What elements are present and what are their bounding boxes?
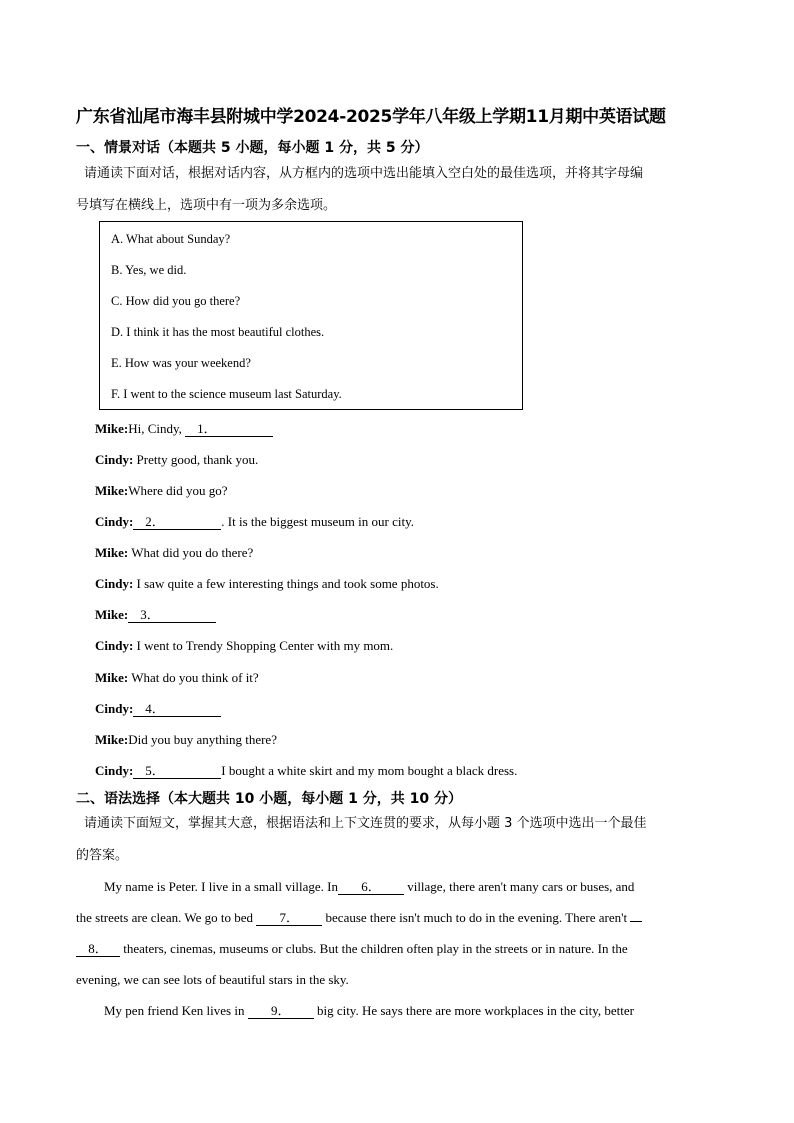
- section2-instruction-line2: 的答案。: [76, 848, 129, 863]
- section2-heading: 二、语法选择（本大题共 10 小题，每小题 1 分，共 10 分）: [76, 791, 462, 807]
- dialogue-line: [95, 545, 253, 561]
- speaker-label: Cindy:: [95, 701, 134, 716]
- answer-blank-6[interactable]: 6．: [338, 880, 404, 895]
- dialogue-line: [95, 763, 517, 779]
- option-f: F. I went to the science museum last Saturday.: [111, 387, 342, 401]
- dialogue-line: [95, 670, 259, 686]
- dialogue-line: [95, 701, 221, 717]
- dialogue-line: [95, 638, 393, 654]
- speaker-label: Cindy:: [95, 576, 134, 591]
- dialogue-line: [95, 732, 277, 748]
- speaker-label: Cindy:: [95, 514, 134, 529]
- passage-line: [76, 879, 744, 895]
- passage-text: evening, we can see lots of beautiful stars in the sky.: [76, 972, 349, 987]
- section2-instructions: [76, 808, 726, 872]
- answer-blank-3[interactable]: 3．: [128, 608, 216, 623]
- passage-text: My name is Peter. I live in a small village. In: [104, 879, 338, 894]
- dialogue-text: Where did you go?: [128, 483, 228, 498]
- answer-blank-2[interactable]: 2．: [133, 515, 221, 530]
- speaker-label: Mike:: [95, 483, 129, 498]
- section1-instruction-line2: 号填写在横线上，选项中有一项为多余选项。: [76, 198, 337, 213]
- answer-blank-4[interactable]: 4．: [133, 702, 221, 717]
- answer-blank-8-start: [630, 921, 642, 922]
- passage-text: village, there aren't many cars or buses, and: [403, 879, 635, 894]
- speaker-label: Cindy:: [95, 763, 134, 778]
- passage-text: because there isn't much to do in the evening. There aren't: [322, 910, 631, 925]
- dialogue-text: Hi, Cindy,: [128, 421, 186, 436]
- speaker-label: Mike:: [95, 732, 129, 747]
- speaker-label: Mike:: [95, 670, 129, 685]
- dialogue-text: I saw quite a few interesting things and took some photos.: [133, 576, 439, 591]
- dialogue-text: What did you do there?: [128, 545, 254, 560]
- dialogue-line: [95, 576, 439, 592]
- dialogue-line: [95, 483, 228, 499]
- option-e: E. How was your weekend?: [111, 356, 251, 370]
- dialogue-text: . It is the biggest museum in our city.: [221, 514, 414, 529]
- answer-blank-8[interactable]: 8．: [76, 942, 120, 957]
- page-title: 广东省汕尾市海丰县附城中学2024-2025学年八年级上学期11月期中英语试题: [76, 107, 666, 127]
- passage-text: the streets are clean. We go to bed: [76, 910, 257, 925]
- answer-blank-9[interactable]: 9．: [248, 1004, 314, 1019]
- dialogue-text: What do you think of it?: [128, 670, 259, 685]
- dialogue-line: [95, 452, 258, 468]
- section1-instructions: [76, 158, 726, 222]
- dialogue-text: Did you buy anything there?: [128, 732, 277, 747]
- passage-line: [76, 910, 716, 926]
- section1-instruction-line1: 请通读下面对话，根据对话内容，从方框内的选项中选出能填入空白处的最佳选项，并将其字母编: [84, 166, 644, 181]
- speaker-label: Mike:: [95, 545, 129, 560]
- dialogue-text: I went to Trendy Shopping Center with my mom.: [133, 638, 394, 653]
- section2-instruction-line1: 请通读下面短文，掌握其大意，根据语法和上下文连贯的要求，从每小题 3 个选项中选出一个最佳: [84, 816, 647, 831]
- dialogue-line: [95, 514, 414, 530]
- speaker-label: Cindy:: [95, 638, 134, 653]
- passage-text: big city. He says there are more workplaces in the city, better: [313, 1003, 635, 1018]
- passage-text: My pen friend Ken lives in: [104, 1003, 248, 1018]
- dialogue-line: [95, 607, 216, 623]
- speaker-label: Mike:: [95, 607, 129, 622]
- section1-heading: 一、情景对话（本题共 5 小题，每小题 1 分，共 5 分）: [76, 140, 429, 156]
- answer-blank-1[interactable]: 1．: [185, 422, 273, 437]
- dialogue-text: I bought a white skirt and my mom bought a black dress.: [221, 763, 518, 778]
- speaker-label: Mike:: [95, 421, 129, 436]
- answer-blank-5[interactable]: 5．: [133, 764, 221, 779]
- answer-blank-7[interactable]: 7．: [256, 911, 322, 926]
- options-box: [99, 221, 523, 410]
- passage-text: theaters, cinemas, museums or clubs. But the children often play in the streets or in nature. In the: [120, 941, 628, 956]
- option-a: A. What about Sunday?: [111, 232, 231, 246]
- passage-line: [76, 1003, 744, 1019]
- option-d: D. I think it has the most beautiful clothes.: [111, 325, 325, 339]
- option-b: B. Yes, we did.: [111, 263, 187, 277]
- dialogue-text: Pretty good, thank you.: [133, 452, 259, 467]
- dialogue-line: [95, 421, 273, 437]
- option-c: C. How did you go there?: [111, 294, 241, 308]
- speaker-label: Cindy:: [95, 452, 134, 467]
- passage-line: [76, 941, 716, 957]
- passage-line: [76, 972, 716, 988]
